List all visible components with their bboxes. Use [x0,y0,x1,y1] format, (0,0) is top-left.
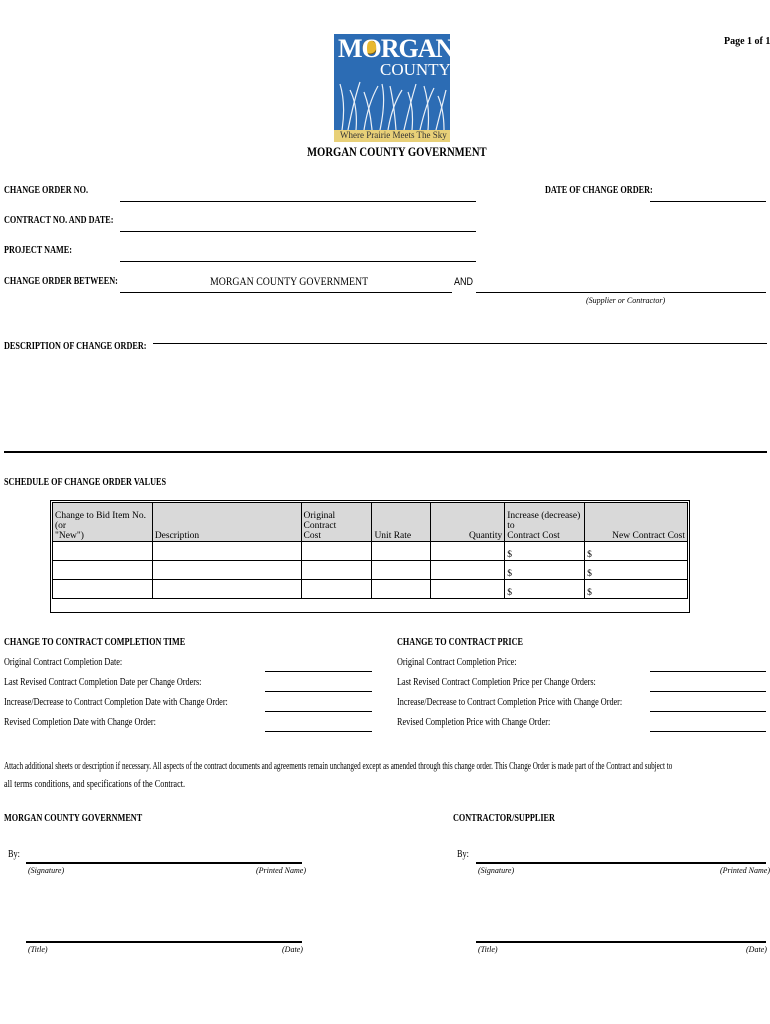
schedule-title: SCHEDULE OF CHANGE ORDER VALUES [4,477,167,488]
sig-left-title-label: (Title) [28,945,48,954]
sig-right-by: By: [457,849,469,860]
county-logo [334,34,454,142]
header-original-cost-l1: Original Contract [303,511,337,531]
header-original-cost-l2: Cost [303,531,321,541]
cell-increase[interactable]: $ [505,561,585,580]
date-of-change-order-label: DATE OF CHANGE ORDER: [545,185,653,196]
cell-new-cost[interactable]: $ [585,561,688,580]
contract-price-row: Revised Completion Price with Change Order: [397,717,551,728]
header-original-cost [301,503,372,542]
date-of-change-order-line[interactable] [650,201,766,202]
and-label: AND [454,276,474,288]
header-increase-l1: Increase (decrease) to [507,511,581,531]
contract-price-line[interactable] [650,731,766,732]
header-bid-item-l1: Change to Bid Item No. (or [55,511,147,531]
cell-description[interactable] [152,561,301,580]
sig-left-title: MORGAN COUNTY GOVERNMENT [4,813,143,824]
completion-time-title: CHANGE TO CONTRACT COMPLETION TIME [4,637,186,648]
sig-right-title: CONTRACTOR/SUPPLIER [453,813,555,824]
header-increase-l2: Contract Cost [507,531,560,541]
completion-time-row: Revised Completion Date with Change Order: [4,717,156,728]
cell-quantity[interactable] [431,542,505,561]
cell-bid-item[interactable] [53,542,153,561]
cell-bid-item[interactable] [53,580,153,599]
cell-original-cost[interactable] [301,580,372,599]
cell-new-cost[interactable]: $ [585,542,688,561]
description-line[interactable] [153,343,767,344]
table-row [53,542,688,561]
sig-left-printed-label: (Printed Name) [256,866,306,875]
header-quantity: Quantity [431,503,505,542]
logo-text-morgan: MORGAN [338,34,454,63]
header-increase [505,503,585,542]
schedule-header-row [53,503,688,542]
project-name-line[interactable] [120,261,476,262]
contract-price-row: Increase/Decrease to Contract Completion Price with Change Order: [397,697,623,708]
sig-right-date-label: (Date) [746,945,767,954]
sig-left-title-line[interactable] [26,941,302,943]
header-description: Description [152,503,301,542]
attach-note-line1: Attach additional sheets or description if necessary. All aspects of the contract documents and agreements remain unchanged except as amended through this change order. This Change Order is made part of the Contract and subject to [4,761,673,772]
supplier-line[interactable] [476,292,766,293]
contract-price-row: Last Revised Contract Completion Price per Change Orders: [397,677,596,688]
change-order-between-label: CHANGE ORDER BETWEEN: [4,276,118,287]
page-title: MORGAN COUNTY GOVERNMENT [307,144,487,159]
completion-time-line[interactable] [265,691,372,692]
description-label: DESCRIPTION OF CHANGE ORDER: [4,341,147,352]
completion-time-row: Original Contract Completion Date: [4,657,123,668]
completion-time-row: Last Revised Contract Completion Date per Change Orders: [4,677,202,688]
cell-original-cost[interactable] [301,561,372,580]
contract-price-row: Original Contract Completion Price: [397,657,517,668]
completion-time-line[interactable] [265,671,372,672]
header-bid-item-l2: "New") [55,531,84,541]
sig-left-by: By: [8,849,20,860]
logo-tagline: Where Prairie Meets The Sky [340,130,447,140]
contract-price-line[interactable] [650,691,766,692]
contract-no-line[interactable] [120,231,476,232]
table-row [53,580,688,599]
sig-right-title-line[interactable] [476,941,766,943]
cell-unit-rate[interactable] [372,561,431,580]
header-bid-item [53,503,153,542]
contract-price-title: CHANGE TO CONTRACT PRICE [397,637,523,648]
sig-left-signature-line[interactable] [26,862,302,864]
cell-description[interactable] [152,580,301,599]
cell-unit-rate[interactable] [372,542,431,561]
cell-new-cost[interactable]: $ [585,580,688,599]
contract-no-label: CONTRACT NO. AND DATE: [4,215,114,226]
table-row [53,561,688,580]
sig-right-title-label: (Title) [478,945,498,954]
between-county-line [120,292,452,293]
contract-price-line[interactable] [650,711,766,712]
cell-quantity[interactable] [431,580,505,599]
completion-time-line[interactable] [265,731,372,732]
sig-right-printed-label: (Printed Name) [720,866,770,875]
cell-unit-rate[interactable] [372,580,431,599]
contract-price-line[interactable] [650,671,766,672]
cell-increase[interactable]: $ [505,542,585,561]
attach-note-line2: all terms conditions, and specifications of the Contract. [4,779,186,790]
sig-left-signature-label: (Signature) [28,866,65,875]
cell-quantity[interactable] [431,561,505,580]
header-new-cost: New Contract Cost [585,503,688,542]
change-order-no-line[interactable] [120,201,476,202]
sig-right-signature-line[interactable] [476,862,766,864]
sig-left-date-label: (Date) [282,945,303,954]
between-value: MORGAN COUNTY GOVERNMENT [210,274,369,288]
change-order-no-label: CHANGE ORDER NO. [4,185,89,196]
cell-increase[interactable]: $ [505,580,585,599]
supplier-hint: (Supplier or Contractor) [586,296,666,305]
cell-description[interactable] [152,542,301,561]
project-name-label: PROJECT NAME: [4,245,72,256]
page-number: Page 1 of 1 [724,36,770,47]
sig-right-signature-label: (Signature) [478,866,515,875]
schedule-table [52,502,688,599]
completion-time-row: Increase/Decrease to Contract Completion Date with Change Order: [4,697,228,708]
logo-text-county: COUNTY [380,60,451,79]
cell-original-cost[interactable] [301,542,372,561]
cell-bid-item[interactable] [53,561,153,580]
completion-time-line[interactable] [265,711,372,712]
header-unit-rate: Unit Rate [372,503,431,542]
description-bottom-rule [4,451,767,453]
